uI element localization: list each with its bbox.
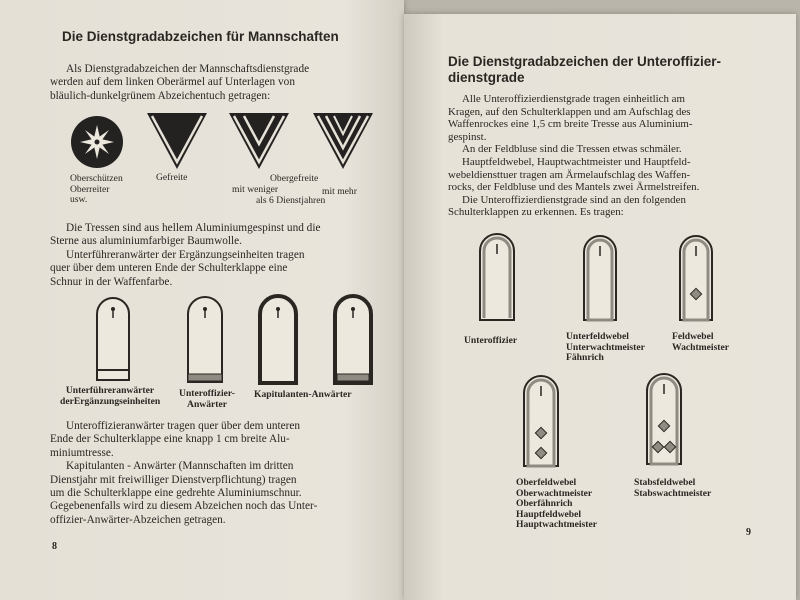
label-line: Unteroffizier- bbox=[179, 388, 235, 399]
label-line: Anwärter bbox=[187, 398, 227, 410]
label-line: Stabsfeldwebel bbox=[634, 477, 696, 488]
label-unteroffizier-anwaerter bbox=[172, 389, 242, 410]
text-line: webeldiensttuer tragen am Ärmelaufschlag des Waffen- bbox=[448, 168, 691, 181]
title-line: dienstgrade bbox=[448, 70, 525, 85]
label-line: Stabswachtmeister bbox=[634, 487, 712, 499]
label-unterfuehreranwaerter bbox=[60, 386, 160, 407]
text-line: Als Dienstgradabzeichen der Mannschaftsdienstgrade bbox=[66, 63, 310, 75]
text-line: Gegebenenfalls wird zu diesem Abzeichen noch das Unter- bbox=[50, 500, 318, 513]
label-line: Unterführeranwärter bbox=[65, 385, 155, 396]
text-line: bläulich-dunkelgrünem Abzeichentuch getragen: bbox=[50, 89, 271, 102]
obergefreite-double-chevron bbox=[228, 112, 290, 170]
text-line: Sterne aus aluminiumfarbiger Baumwolle. bbox=[50, 235, 242, 248]
label-kapitulanten-anwaerter: Kapitulanten-Anwärter bbox=[254, 389, 352, 400]
label-obergefreite: Obergefreite bbox=[270, 173, 319, 184]
right-page-title bbox=[448, 54, 721, 86]
left-paragraph-3 bbox=[50, 420, 390, 527]
label-unteroffizier: Unteroffizier bbox=[464, 335, 518, 346]
text-line: Hauptfeldwebel, Hauptwachtmeister und Hauptfeld- bbox=[462, 155, 691, 168]
title-line: Die Dienstgradabzeichen der Unteroffizier- bbox=[448, 54, 722, 69]
shoulder-strap-unteroffizier-anwaerter bbox=[186, 296, 224, 384]
label-oberfeldwebel bbox=[516, 478, 597, 531]
text-line: Waffenrockes eine 1,5 cm breite Tresse aus Aluminium- bbox=[448, 118, 693, 131]
text-line: offizier-Anwärter-Abzeichen getragen. bbox=[50, 513, 226, 526]
text-line: An der Feldbluse sind die Tressen etwas schmäler. bbox=[462, 143, 682, 156]
text-line: miniumtresse. bbox=[50, 446, 114, 459]
label-line: usw. bbox=[70, 194, 88, 206]
shoulder-strap-kapitulanten-anwaerter-1 bbox=[258, 295, 298, 385]
gefreite-chevron bbox=[146, 112, 208, 170]
label-obergefreite-less: mit weniger bbox=[232, 184, 279, 195]
label-line: Wachtmeister bbox=[672, 341, 730, 353]
shoulder-strap-stabsfeldwebel bbox=[645, 372, 683, 466]
obergefreite-star-chevron bbox=[312, 112, 374, 170]
text-line: Kragen, auf den Schulterklappen und am Aufschlag des bbox=[448, 105, 691, 118]
label-line: Oberschützen bbox=[70, 173, 123, 184]
label-line: Hauptfeldwebel bbox=[516, 508, 582, 520]
label-obergefreite-more: mit mehr bbox=[322, 186, 357, 197]
right-page bbox=[404, 14, 796, 600]
text-line: Unterführeranwärter der Ergänzungseinheiten tragen bbox=[66, 248, 305, 261]
shoulder-strap-unterfeldwebel bbox=[582, 234, 618, 322]
label-line: Feldwebel bbox=[672, 331, 714, 342]
label-line: Unterwachtmeister bbox=[566, 341, 645, 353]
shoulder-strap-unterfuehreranwaerter bbox=[95, 296, 131, 382]
left-page-title: Die Dienstgradabzeichen für Mannschaften bbox=[62, 29, 339, 44]
text-line: um die Schulterklappe eine gedrehte Aluminiumschnur. bbox=[50, 487, 302, 500]
left-intro-paragraph bbox=[50, 63, 390, 103]
label-line: Hauptwachtmeister bbox=[516, 519, 597, 531]
text-line: Alle Unteroffizierdienstgrade tragen einheitlich am bbox=[462, 93, 685, 105]
page-number-left: 8 bbox=[52, 541, 57, 552]
text-line: Dienstjahr mit freiwilliger Dienstverpflichtung) tragen bbox=[50, 473, 297, 486]
text-line: werden auf dem linken Oberärmel auf Unterlagen von bbox=[50, 76, 295, 89]
label-line: Unterfeldwebel bbox=[566, 331, 629, 342]
text-line: Die Tressen sind aus hellem Aluminiumgespinst und die bbox=[66, 222, 321, 234]
shoulder-strap-unteroffizier bbox=[478, 232, 516, 322]
text-line: Kapitulanten - Anwärter (Mannschaften im dritten bbox=[66, 460, 294, 473]
label-gefreite: Gefreite bbox=[156, 172, 188, 183]
text-line: Schnur in der Waffenfarbe. bbox=[50, 275, 173, 288]
label-line: Oberreiter bbox=[70, 183, 110, 195]
text-line: gespinst. bbox=[448, 130, 487, 143]
shoulder-strap-feldwebel bbox=[678, 234, 714, 322]
label-line: Oberfeldwebel bbox=[516, 477, 577, 488]
left-paragraph-2 bbox=[50, 222, 390, 289]
label-oberschuetzen bbox=[70, 174, 123, 206]
page-number-right: 9 bbox=[746, 527, 751, 538]
text-line: quer über dem unteren Ende der Schulterklappe eine bbox=[50, 262, 288, 275]
label-line: Oberwachtmeister bbox=[516, 487, 593, 499]
text-line: rocks, der Feldbluse und des Mantels zwei Ärmelstreifen. bbox=[448, 181, 700, 194]
text-line: Die Unteroffizierdienstgrade sind an den folgenden bbox=[462, 193, 686, 206]
text-line: Unteroffizieranwärter tragen quer über dem unteren bbox=[66, 420, 301, 432]
shoulder-strap-kapitulanten-anwaerter-2 bbox=[333, 295, 373, 385]
shoulder-strap-oberfeldwebel bbox=[522, 374, 560, 468]
label-line: derErgänzungseinheiten bbox=[60, 395, 161, 407]
oberschuetze-star-badge bbox=[70, 115, 124, 169]
right-paragraph bbox=[448, 93, 780, 219]
label-line: Oberfähnrich bbox=[516, 498, 573, 510]
label-line: Fähnrich bbox=[566, 352, 604, 364]
label-feldwebel bbox=[672, 332, 729, 353]
text-line: Ende der Schulterklappe eine knapp 1 cm breite Alu- bbox=[50, 433, 290, 446]
label-stabsfeldwebel bbox=[634, 478, 711, 499]
label-unterfeldwebel bbox=[566, 332, 645, 364]
text-line: Schulterklappen zu erkennen. Es tragen: bbox=[448, 206, 624, 219]
label-obergefreite-years: als 6 Dienstjahren bbox=[256, 195, 326, 206]
